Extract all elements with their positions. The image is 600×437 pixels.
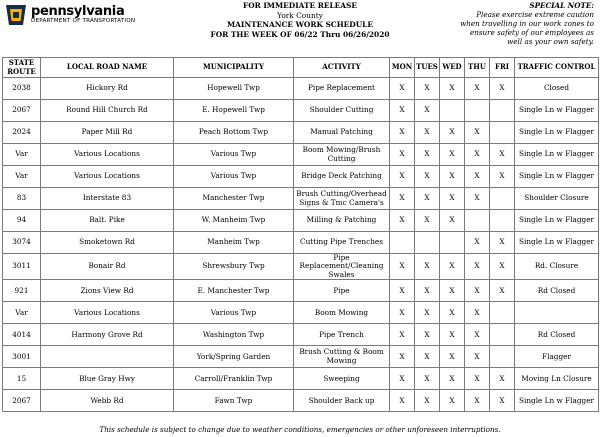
table-row	[3, 324, 599, 346]
cell-fri: X	[490, 368, 515, 390]
cell-state-route: Var	[3, 302, 41, 324]
cell-mon: X	[390, 78, 415, 100]
cell-wed: X	[440, 302, 465, 324]
county-name: York County	[277, 10, 323, 20]
cell-mon: X	[390, 346, 415, 368]
cell-tues: X	[415, 280, 440, 302]
cell-wed: X	[440, 144, 465, 166]
cell-traffic-control: Flagger	[515, 346, 599, 368]
cell-mon: X	[390, 210, 415, 232]
cell-road-name: Paper Mill Rd	[41, 122, 174, 144]
table-header-row	[3, 58, 599, 78]
cell-road-name: Webb Rd	[41, 390, 174, 412]
cell-mon: X	[390, 122, 415, 144]
agency-department: DEPARTMENT OF TRANSPORTATION	[31, 18, 136, 24]
special-note-line: Please exercise extreme caution	[476, 10, 594, 19]
table-row	[3, 166, 599, 188]
cell-state-route: Var	[3, 166, 41, 188]
cell-thu: X	[465, 346, 490, 368]
cell-tues: X	[415, 368, 440, 390]
cell-activity: Sweeping	[294, 368, 390, 390]
cell-fri: X	[490, 254, 515, 280]
cell-municipality: Various Twp	[174, 302, 294, 324]
cell-traffic-control: Moving Ln Closure	[515, 368, 599, 390]
cell-state-route: 3011	[3, 254, 41, 280]
cell-state-route: 15	[3, 368, 41, 390]
cell-wed: X	[440, 324, 465, 346]
cell-mon: X	[390, 254, 415, 280]
cell-traffic-control: Single Ln w Flagger	[515, 166, 599, 188]
cell-traffic-control: Rd Closed	[515, 324, 599, 346]
cell-state-route: 2038	[3, 78, 41, 100]
cell-municipality: W. Manheim Twp	[174, 210, 294, 232]
cell-municipality: Manheim Twp	[174, 232, 294, 254]
cell-tues: X	[415, 122, 440, 144]
cell-thu: X	[465, 166, 490, 188]
cell-tues	[415, 232, 440, 254]
cell-municipality: Washington Twp	[174, 324, 294, 346]
cell-state-route: 83	[3, 188, 41, 210]
cell-thu: X	[465, 122, 490, 144]
cell-mon: X	[390, 166, 415, 188]
cell-municipality: York/Spring Garden	[174, 346, 294, 368]
cell-state-route: 2024	[3, 122, 41, 144]
schedule-week: FOR THE WEEK OF 06/22 Thru 06/26/2020	[210, 29, 390, 39]
cell-thu: X	[465, 280, 490, 302]
cell-municipality: Hopewell Twp	[174, 78, 294, 100]
table-row	[3, 188, 599, 210]
cell-fri	[490, 324, 515, 346]
column-header-wed: WED	[440, 58, 465, 78]
cell-activity: Pipe Trench	[294, 324, 390, 346]
cell-municipality: E. Manchester Twp	[174, 280, 294, 302]
cell-tues: X	[415, 254, 440, 280]
column-header-traffic-control: TRAFFIC CONTROL	[515, 58, 599, 78]
cell-municipality: Manchester Twp	[174, 188, 294, 210]
cell-tues: X	[415, 324, 440, 346]
cell-traffic-control: Single Ln w Flagger	[515, 390, 599, 412]
cell-mon: X	[390, 390, 415, 412]
cell-fri: X	[490, 78, 515, 100]
cell-road-name	[41, 346, 174, 368]
cell-traffic-control: Single Ln w Flagger	[515, 122, 599, 144]
cell-activity: Milling & Patching	[294, 210, 390, 232]
special-note	[419, 1, 594, 46]
cell-thu: X	[465, 188, 490, 210]
cell-activity: Pipe Replacement/Cleaning Swales	[294, 254, 390, 280]
agency-name: pennsylvania	[31, 4, 125, 19]
cell-thu	[465, 100, 490, 122]
cell-traffic-control: Rd. Closure	[515, 254, 599, 280]
cell-tues: X	[415, 210, 440, 232]
footer-disclaimer: This schedule is subject to change due to weather conditions, emergencies or other unforeseen interruptions.	[99, 425, 501, 434]
special-note-line: ensure safety of our employees as	[469, 28, 594, 37]
cell-road-name: Interstate 83	[41, 188, 174, 210]
table-row	[3, 78, 599, 100]
cell-fri	[490, 346, 515, 368]
cell-municipality: Fawn Twp	[174, 390, 294, 412]
cell-traffic-control: Single Ln w Flagger	[515, 210, 599, 232]
cell-mon: X	[390, 188, 415, 210]
cell-mon	[390, 232, 415, 254]
cell-tues: X	[415, 78, 440, 100]
table-row	[3, 254, 599, 280]
cell-mon: X	[390, 302, 415, 324]
cell-activity: Pipe	[294, 280, 390, 302]
schedule-title: MAINTENANCE WORK SCHEDULE	[227, 20, 373, 29]
cell-road-name: Round Hill Church Rd	[41, 100, 174, 122]
cell-road-name: Harmony Grove Rd	[41, 324, 174, 346]
keystone-logo-icon	[4, 4, 28, 26]
column-header-municipality: MUNICIPALITY	[174, 58, 294, 78]
cell-road-name: Various Locations	[41, 166, 174, 188]
cell-road-name: Bonair Rd	[41, 254, 174, 280]
cell-mon: X	[390, 144, 415, 166]
cell-state-route: Var	[3, 144, 41, 166]
cell-fri	[490, 188, 515, 210]
table-row	[3, 144, 599, 166]
column-header-road: LOCAL ROAD NAME	[41, 58, 174, 78]
cell-tues: X	[415, 346, 440, 368]
cell-tues: X	[415, 302, 440, 324]
cell-municipality: Various Twp	[174, 144, 294, 166]
cell-municipality: Peach Bottom Twp	[174, 122, 294, 144]
cell-thu	[465, 210, 490, 232]
cell-state-route: 921	[3, 280, 41, 302]
penndot-logo	[4, 4, 184, 28]
cell-road-name: Balt. Pike	[41, 210, 174, 232]
maintenance-schedule-table	[2, 57, 599, 412]
cell-fri: X	[490, 166, 515, 188]
cell-tues: X	[415, 100, 440, 122]
cell-fri	[490, 302, 515, 324]
document-header	[0, 0, 600, 56]
table-body	[3, 78, 599, 412]
cell-state-route: 2067	[3, 390, 41, 412]
cell-thu: X	[465, 368, 490, 390]
cell-fri	[490, 100, 515, 122]
cell-traffic-control: Single Ln w Flagger	[515, 100, 599, 122]
cell-activity: Shoulder Back up	[294, 390, 390, 412]
cell-wed: X	[440, 78, 465, 100]
cell-wed: X	[440, 188, 465, 210]
table-row	[3, 368, 599, 390]
cell-road-name: Blue Gray Hwy	[41, 368, 174, 390]
cell-fri	[490, 122, 515, 144]
cell-activity: Boom Mowing	[294, 302, 390, 324]
cell-traffic-control: Single Ln w Flagger	[515, 232, 599, 254]
column-header-fri: FRI	[490, 58, 515, 78]
cell-wed: X	[440, 254, 465, 280]
cell-road-name: Various Locations	[41, 302, 174, 324]
release-info	[205, 1, 395, 39]
cell-mon: X	[390, 368, 415, 390]
cell-wed: X	[440, 346, 465, 368]
cell-thu: X	[465, 324, 490, 346]
cell-municipality: Shrewsbury Twp	[174, 254, 294, 280]
cell-fri	[490, 210, 515, 232]
cell-road-name: Smoketown Rd	[41, 232, 174, 254]
cell-tues: X	[415, 390, 440, 412]
table-row	[3, 390, 599, 412]
cell-traffic-control	[515, 302, 599, 324]
cell-activity: Brush Cutting & Boom Mowing	[294, 346, 390, 368]
special-note-line: well as your own safety.	[507, 37, 594, 46]
cell-wed: X	[440, 122, 465, 144]
special-note-line: when travelling in our work zones to	[460, 19, 594, 28]
cell-wed: X	[440, 280, 465, 302]
table-row	[3, 210, 599, 232]
cell-fri: X	[490, 390, 515, 412]
cell-fri: X	[490, 144, 515, 166]
cell-fri: X	[490, 232, 515, 254]
table-row	[3, 302, 599, 324]
cell-wed: X	[440, 368, 465, 390]
cell-road-name: Zions View Rd	[41, 280, 174, 302]
cell-state-route: 94	[3, 210, 41, 232]
column-header-activity: ACTIVITY	[294, 58, 390, 78]
cell-fri: X	[490, 280, 515, 302]
cell-thu: X	[465, 232, 490, 254]
table-row	[3, 232, 599, 254]
cell-municipality: Carroll/Franklin Twp	[174, 368, 294, 390]
column-header-thu: THU	[465, 58, 490, 78]
column-header-tues: TUES	[415, 58, 440, 78]
cell-activity: Brush Cutting/Overhead Signs & Tmc Camera's	[294, 188, 390, 210]
cell-wed	[440, 232, 465, 254]
cell-traffic-control: Closed	[515, 78, 599, 100]
cell-state-route: 3001	[3, 346, 41, 368]
cell-wed	[440, 100, 465, 122]
cell-wed: X	[440, 390, 465, 412]
cell-thu: X	[465, 254, 490, 280]
table-row	[3, 280, 599, 302]
cell-thu: X	[465, 390, 490, 412]
cell-thu: X	[465, 78, 490, 100]
cell-mon: X	[390, 324, 415, 346]
cell-mon: X	[390, 280, 415, 302]
cell-thu: X	[465, 144, 490, 166]
table-row	[3, 346, 599, 368]
cell-wed: X	[440, 210, 465, 232]
special-note-heading: SPECIAL NOTE:	[529, 1, 594, 10]
cell-road-name: Various Locations	[41, 144, 174, 166]
cell-thu: X	[465, 302, 490, 324]
cell-activity: Pipe Replacement	[294, 78, 390, 100]
cell-state-route: 4014	[3, 324, 41, 346]
cell-traffic-control: Shoulder Closure	[515, 188, 599, 210]
release-line: FOR IMMEDIATE RELEASE	[242, 1, 358, 10]
cell-activity: Manual Patching	[294, 122, 390, 144]
table-row	[3, 100, 599, 122]
cell-activity: Shoulder Cutting	[294, 100, 390, 122]
cell-municipality: Various Twp	[174, 166, 294, 188]
column-header-mon: MON	[390, 58, 415, 78]
cell-state-route: 3074	[3, 232, 41, 254]
table-row	[3, 122, 599, 144]
cell-traffic-control: Rd Closed	[515, 280, 599, 302]
cell-municipality: E. Hopewell Twp	[174, 100, 294, 122]
cell-tues: X	[415, 188, 440, 210]
column-header-route: STATE ROUTE	[3, 58, 41, 78]
cell-activity: Cutting Pipe Trenches	[294, 232, 390, 254]
cell-mon: X	[390, 100, 415, 122]
cell-tues: X	[415, 166, 440, 188]
cell-wed: X	[440, 166, 465, 188]
cell-activity: Bridge Deck Patching	[294, 166, 390, 188]
cell-activity: Boom Mowing/Brush Cutting	[294, 144, 390, 166]
cell-state-route: 2067	[3, 100, 41, 122]
cell-traffic-control: Single Ln w Flagger	[515, 144, 599, 166]
cell-road-name: Hickory Rd	[41, 78, 174, 100]
cell-tues: X	[415, 144, 440, 166]
